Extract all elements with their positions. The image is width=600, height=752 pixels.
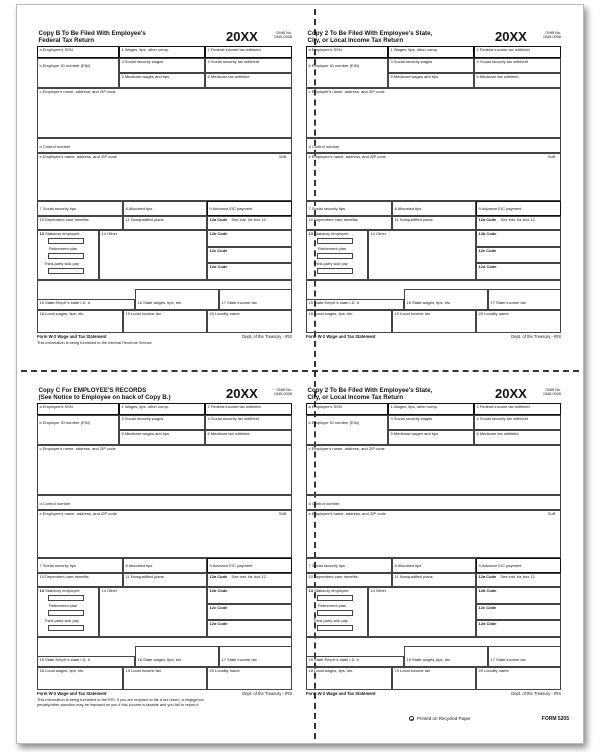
copy-2-state-top [306, 29, 561, 354]
box-8-allocated-tips[interactable]: 8 Allocated tips [123, 201, 207, 216]
copy-title-line1: Copy C For EMPLOYEE'S RECORDS [38, 387, 147, 394]
box-c-employer-address[interactable]: c Employer's name, address, and ZIP code [306, 445, 561, 495]
box-e-employee-address[interactable]: e Employee's name, address, and ZIP code Suff. [37, 510, 292, 558]
copy-b-federal [37, 29, 292, 354]
box-3-ss-wages[interactable]: 3 Social security wages [388, 415, 474, 430]
retirement-plan-checkbox[interactable] [317, 610, 353, 616]
box-16-state-wages[interactable]: 16 State wages, tips, etc. [404, 646, 488, 667]
treasury-label: Dept. of the Treasury - IRS [511, 691, 561, 696]
third-party-sick-pay-checkbox[interactable] [317, 625, 353, 631]
box-18-local-wages[interactable]: 18 Local wages, tips, etc. [306, 667, 392, 690]
box-12a-code[interactable]: 12a Code See inst. for box 12 [207, 216, 292, 230]
box-d-control-number[interactable]: d Control number [306, 138, 561, 153]
box-6-medicare-tax[interactable]: 6 Medicare tax withheld [205, 73, 292, 88]
box-12a-code[interactable]: 12a Code See inst. for box 12 [476, 573, 561, 587]
box-15-state[interactable]: 15 State Empl'r's state I.D. # [37, 656, 135, 667]
suffix-label: Suff. [278, 154, 287, 159]
box-b-ein[interactable]: b Employer ID number (EIN) [37, 415, 119, 445]
box-9-advance-eic[interactable]: 9 Advance EIC payment [476, 201, 561, 216]
box-8-allocated-tips[interactable]: 8 Allocated tips [123, 558, 207, 573]
box-1-wages[interactable]: 1 Wages, tips, other comp. [388, 403, 474, 415]
box-13-checkboxes: 13 Statutory employee Retirement plan Third-party sick pay [37, 587, 99, 637]
box-e-employee-address[interactable]: e Employee's name, address, and ZIP code Suff. [306, 510, 561, 558]
box-17-state-tax[interactable]: 17 State income tax [219, 646, 292, 667]
box-12c-code[interactable]: 12c Code [207, 247, 292, 263]
box-e-employee-address[interactable]: e Employee's name, address, and ZIP code Suff. [37, 153, 292, 201]
box-6-medicare-tax[interactable]: 6 Medicare tax withheld [205, 430, 292, 445]
treasury-label: Dept. of the Treasury - IRS [511, 334, 561, 339]
box-9-advance-eic[interactable]: 9 Advance EIC payment [476, 558, 561, 573]
statutory-employee-checkbox[interactable] [317, 238, 353, 244]
box-16-state-wages[interactable]: 16 State wages, tips, etc. [135, 646, 219, 667]
box-18-local-wages[interactable]: 18 Local wages, tips, etc. [37, 310, 123, 333]
box-12a-code[interactable]: 12a Code See inst. for box 12 [207, 573, 292, 587]
recycle-icon [409, 716, 414, 721]
box-12b-code[interactable]: 12b Code [476, 587, 561, 604]
tax-year: 20XX [226, 29, 258, 44]
copy-c-employee-records [37, 386, 292, 711]
box-7-ss-tips[interactable]: 7 Social security tips [37, 558, 123, 573]
box-b-ein[interactable]: b Employer ID number (EIN) [306, 415, 388, 445]
box-c-employer-address[interactable]: c Employer's name, address, and ZIP code [306, 88, 561, 138]
box-a-ssn[interactable]: a Employee's SSN [37, 403, 119, 415]
box-10-dependent-care[interactable]: 10 Dependent care benefits [37, 216, 123, 230]
copy-title-line1: Copy 2 To Be Filed With Employee's State, [307, 30, 433, 37]
box-12c-code[interactable]: 12c Code [207, 604, 292, 620]
box-1-wages[interactable]: 1 Wages, tips, other comp. [119, 46, 205, 58]
box-2-federal-tax[interactable]: 2 Federal income tax withheld [474, 46, 561, 58]
box-20-locality[interactable]: 20 Locality name [476, 310, 561, 333]
box-d-control-number[interactable]: d Control number [37, 495, 292, 510]
box-15-state[interactable]: 15 State Empl'r's state I.D. # [306, 299, 404, 310]
box-14-other[interactable]: 14 Other [368, 587, 476, 637]
copy-title [306, 29, 489, 46]
form-code: FORM 5205 [541, 716, 569, 722]
omb-number: OMB No. 1545-0008 [273, 31, 292, 40]
box-4-ss-tax[interactable]: 4 Social security tax withheld [474, 415, 561, 430]
box-12b-code[interactable]: 12b Code [476, 230, 561, 247]
box-20-locality[interactable]: 20 Locality name [207, 667, 292, 690]
omb-number: OMB No. 1545-0008 [542, 388, 561, 397]
third-party-sick-pay-checkbox[interactable] [317, 268, 353, 274]
box-2-federal-tax[interactable]: 2 Federal income tax withheld [474, 403, 561, 415]
box-18-local-wages[interactable]: 18 Local wages, tips, etc. [37, 667, 123, 690]
box-20-locality[interactable]: 20 Locality name [476, 667, 561, 690]
box-12d-code[interactable]: 12d Code [207, 620, 292, 637]
box-9-advance-eic[interactable]: 9 Advance EIC payment [207, 558, 292, 573]
retirement-plan-checkbox[interactable] [48, 253, 84, 259]
box-2-federal-tax[interactable]: 2 Federal income tax withheld [205, 403, 292, 415]
box-10-dependent-care[interactable]: 10 Dependent care benefits [37, 573, 123, 587]
box-12d-code[interactable]: 12d Code [207, 263, 292, 280]
box-3-ss-wages[interactable]: 3 Social security wages [119, 58, 205, 73]
box-12a-code[interactable]: 12a Code See inst. for box 12 [476, 216, 561, 230]
suffix-label: Suff. [278, 511, 287, 516]
box-12c-code[interactable]: 12c Code [476, 604, 561, 620]
box-b-ein[interactable]: b Employer ID number (EIN) [306, 58, 388, 88]
box-19-local-tax[interactable]: 19 Local income tax [392, 667, 476, 690]
copy-title [306, 386, 489, 403]
box-19-local-tax[interactable]: 19 Local income tax [123, 310, 207, 333]
box-7-ss-tips[interactable]: 7 Social security tips [306, 201, 392, 216]
copy-title [37, 29, 220, 46]
w2-form-sheet [16, 4, 584, 744]
box-b-ein[interactable]: b Employer ID number (EIN) [37, 58, 119, 88]
suffix-label: Suff. [547, 511, 556, 516]
box-5-medicare-wages[interactable]: 5 Medicare wages and tips [388, 430, 474, 445]
box-4-ss-tax[interactable]: 4 Social security tax withheld [205, 58, 292, 73]
retirement-plan-checkbox[interactable] [317, 253, 353, 259]
box-4-ss-tax[interactable]: 4 Social security tax withheld [205, 415, 292, 430]
box-8-allocated-tips[interactable]: 8 Allocated tips [392, 558, 476, 573]
box-11-nonqualified-plans[interactable]: 11 Nonqualified plans [123, 573, 207, 587]
box-13-checkboxes: 13 Statutory employee Retirement plan Third-party sick pay [306, 230, 368, 280]
box-14-other[interactable]: 14 Other [368, 230, 476, 280]
box-2-federal-tax[interactable]: 2 Federal income tax withheld [205, 46, 292, 58]
box-1-wages[interactable]: 1 Wages, tips, other comp. [119, 403, 205, 415]
third-party-sick-pay-checkbox[interactable] [48, 625, 84, 631]
box-11-nonqualified-plans[interactable]: 11 Nonqualified plans [392, 573, 476, 587]
box-11-nonqualified-plans[interactable]: 11 Nonqualified plans [123, 216, 207, 230]
box-5-medicare-wages[interactable]: 5 Medicare wages and tips [119, 73, 205, 88]
tax-year: 20XX [495, 29, 527, 44]
box-13-checkboxes: 13 Statutory employee Retirement plan Third-party sick pay [306, 587, 368, 637]
box-5-medicare-wages[interactable]: 5 Medicare wages and tips [388, 73, 474, 88]
box-16-state-wages[interactable]: 16 State wages, tips, etc. [404, 289, 488, 310]
box-10-dependent-care[interactable]: 10 Dependent care benefits [306, 573, 392, 587]
box-5-medicare-wages[interactable]: 5 Medicare wages and tips [119, 430, 205, 445]
tax-year: 20XX [495, 386, 527, 401]
form-name: Form W-2 Wage and Tax Statement [37, 691, 107, 696]
irs-notice: This information is being furnished to the Internal Revenue Service [37, 341, 152, 345]
box-a-ssn[interactable]: a Employee's SSN [37, 46, 119, 58]
box-6-medicare-tax[interactable]: 6 Medicare tax withheld [474, 430, 561, 445]
box-c-employer-address[interactable]: c Employer's name, address, and ZIP code [37, 445, 292, 495]
box-7-ss-tips[interactable]: 7 Social security tips [306, 558, 392, 573]
box-6-medicare-tax[interactable]: 6 Medicare tax withheld [474, 73, 561, 88]
form-name: Form W-2 Wage and Tax Statement [306, 334, 376, 339]
statutory-employee-checkbox[interactable] [48, 595, 84, 601]
box-a-ssn[interactable]: a Employee's SSN [306, 46, 388, 58]
box-1-wages[interactable]: 1 Wages, tips, other comp. [388, 46, 474, 58]
box-19-local-tax[interactable]: 19 Local income tax [123, 667, 207, 690]
box-3-ss-wages[interactable]: 3 Social security wages [388, 58, 474, 73]
box-15-state[interactable]: 15 State Empl'r's state I.D. # [37, 299, 135, 310]
box-11-nonqualified-plans[interactable]: 11 Nonqualified plans [392, 216, 476, 230]
box-c-employer-address[interactable]: c Employer's name, address, and ZIP code [37, 88, 292, 138]
box-17-state-tax[interactable]: 17 State income tax [219, 289, 292, 310]
box-13-checkboxes: 13 Statutory employee Retirement plan Third-party sick pay [37, 230, 99, 280]
copy-title-line1: Copy 2 To Be Filed With Employee's State, [307, 387, 433, 394]
copy-title-line1: Copy B To Be Filed With Employee's [38, 30, 146, 37]
treasury-label: Dept. of the Treasury - IRS [242, 334, 292, 339]
treasury-label: Dept. of the Treasury - IRS [242, 691, 292, 696]
box-20-locality[interactable]: 20 Locality name [207, 310, 292, 333]
box-d-control-number[interactable]: d Control number [37, 138, 292, 153]
omb-number: OMB No. 1545-0008 [542, 31, 561, 40]
box-7-ss-tips[interactable]: 7 Social security tips [37, 201, 123, 216]
copy-title-line2: City, or Local Income Tax Return [307, 394, 404, 402]
box-8-allocated-tips[interactable]: 8 Allocated tips [392, 201, 476, 216]
copy-title-line2: Federal Tax Return [38, 37, 95, 45]
box-12b-code[interactable]: 12b Code [207, 230, 292, 247]
box-a-ssn[interactable]: a Employee's SSN [306, 403, 388, 415]
statutory-employee-checkbox[interactable] [48, 238, 84, 244]
omb-number: OMB No. 1545-0008 [273, 388, 292, 397]
box-15-state[interactable]: 15 State Empl'r's state I.D. # [306, 656, 404, 667]
box-10-dependent-care[interactable]: 10 Dependent care benefits [306, 216, 392, 230]
box-4-ss-tax[interactable]: 4 Social security tax withheld [474, 58, 561, 73]
copy-2-state-bottom [306, 386, 561, 711]
form-name: Form W-2 Wage and Tax Statement [37, 334, 107, 339]
suffix-label: Suff. [547, 154, 556, 159]
box-12c-code[interactable]: 12c Code [476, 247, 561, 263]
box-9-advance-eic[interactable]: 9 Advance EIC payment [207, 201, 292, 216]
box-16-state-wages[interactable]: 16 State wages, tips, etc. [135, 289, 219, 310]
box-e-employee-address[interactable]: e Employee's name, address, and ZIP code Suff. [306, 153, 561, 201]
copy-title-line2: (See Notice to Employee on back of Copy B.) [38, 394, 171, 402]
retirement-plan-checkbox[interactable] [48, 610, 84, 616]
box-3-ss-wages[interactable]: 3 Social security wages [119, 415, 205, 430]
copy-title-line2: City, or Local Income Tax Return [307, 37, 404, 45]
box-17-state-tax[interactable]: 17 State income tax [488, 646, 561, 667]
box-14-other[interactable]: 14 Other [99, 230, 207, 280]
form-name: Form W-2 Wage and Tax Statement [306, 691, 376, 696]
tax-year: 20XX [226, 386, 258, 401]
box-12d-code[interactable]: 12d Code [476, 263, 561, 280]
copy-title [37, 386, 220, 403]
recycled-paper-note: Printed on Recycled Paper [409, 716, 471, 721]
box-19-local-tax[interactable]: 19 Local income tax [392, 310, 476, 333]
irs-notice: This information is being furnished to the IRS. If you are required to file a tax return, a negligence penalty/other sanction may be imposed on you if this income is taxable and you fail to report it. [37, 698, 204, 707]
statutory-employee-checkbox[interactable] [317, 595, 353, 601]
box-18-local-wages[interactable]: 18 Local wages, tips, etc. [306, 310, 392, 333]
box-17-state-tax[interactable]: 17 State income tax [488, 289, 561, 310]
box-12d-code[interactable]: 12d Code [476, 620, 561, 637]
box-12b-code[interactable]: 12b Code [207, 587, 292, 604]
box-d-control-number[interactable]: d Control number [306, 495, 561, 510]
horizontal-perforation [21, 370, 579, 372]
box-14-other[interactable]: 14 Other [99, 587, 207, 637]
third-party-sick-pay-checkbox[interactable] [48, 268, 84, 274]
